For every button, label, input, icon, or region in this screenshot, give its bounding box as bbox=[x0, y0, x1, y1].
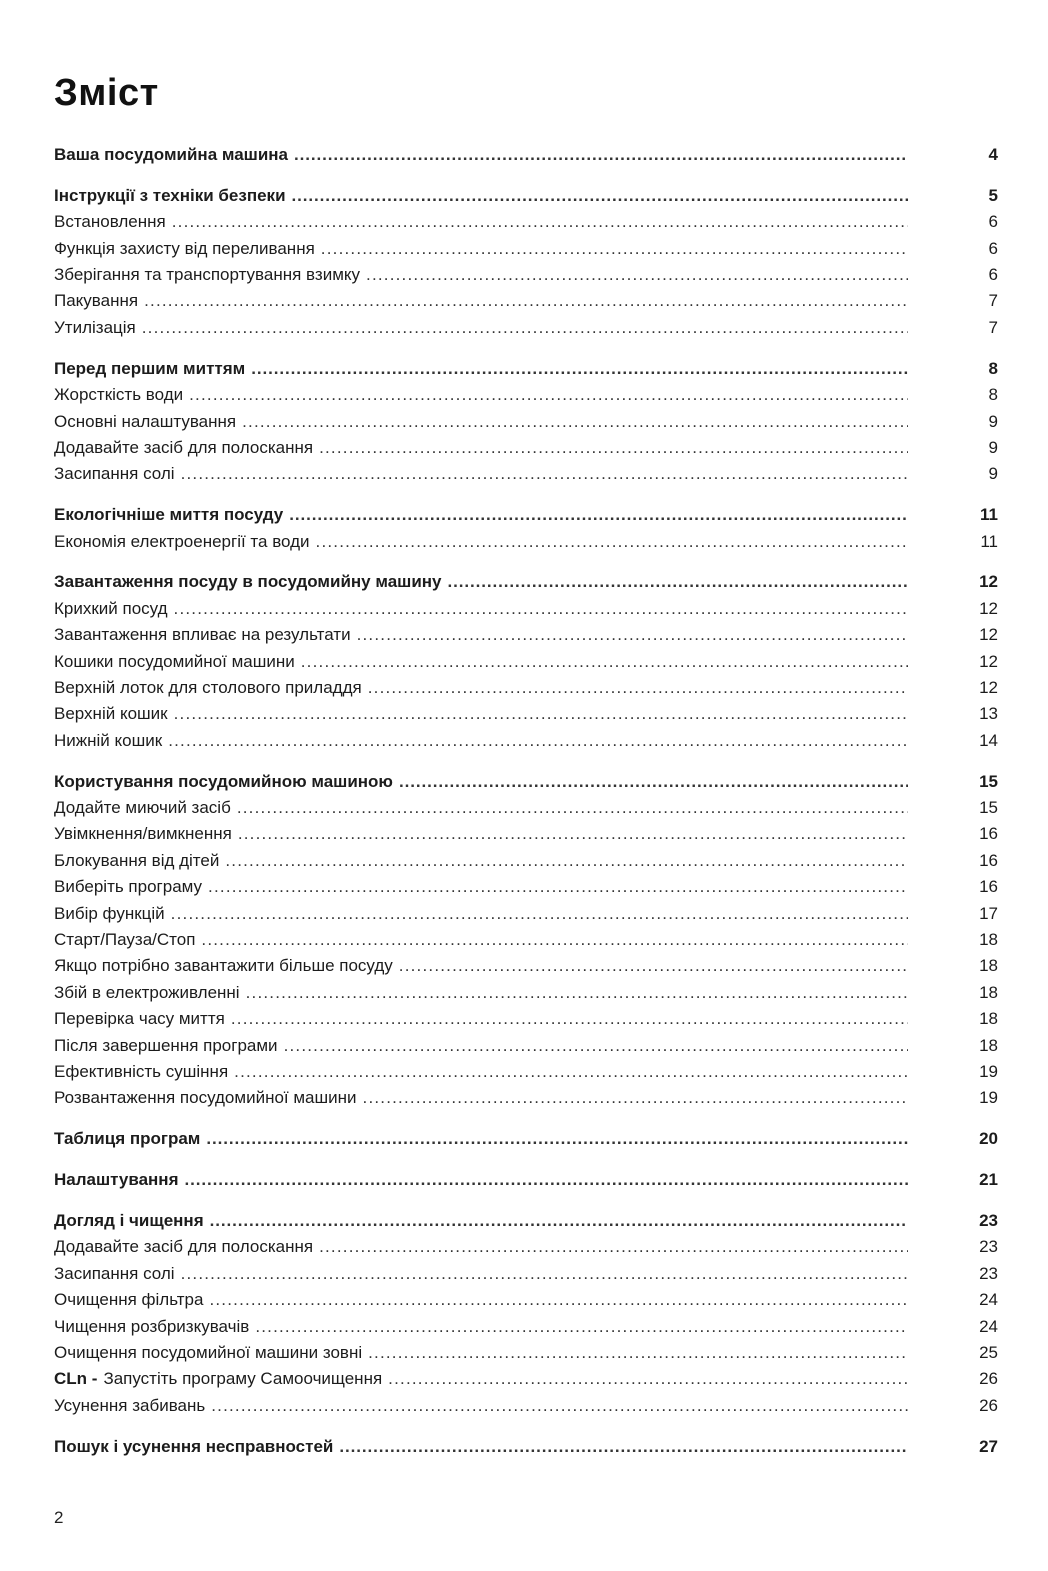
toc-entry-label: Екологічніше миття посуду bbox=[54, 505, 284, 525]
dot-leader bbox=[339, 1434, 908, 1460]
toc-page-number: 23 bbox=[979, 1263, 998, 1283]
toc-section-entry[interactable] bbox=[54, 1126, 998, 1152]
dot-leader bbox=[181, 1261, 908, 1287]
toc-entry-label: Після завершення програми bbox=[54, 1035, 278, 1055]
toc-entry-label: Інструкції з техніки безпеки bbox=[54, 185, 286, 205]
dot-leader bbox=[172, 209, 908, 235]
toc-page-number: 12 bbox=[979, 625, 998, 645]
dot-leader bbox=[231, 1006, 908, 1032]
toc-page-number: 5 bbox=[988, 185, 998, 205]
toc-page-number: 24 bbox=[979, 1316, 998, 1336]
toc-entry-title bbox=[54, 953, 393, 979]
toc-entry[interactable] bbox=[54, 1287, 998, 1313]
toc-section-entry[interactable] bbox=[54, 142, 998, 168]
toc-page-number: 27 bbox=[979, 1436, 998, 1456]
toc-entry[interactable] bbox=[54, 409, 998, 435]
toc-entry-label: Пакування bbox=[54, 291, 139, 311]
toc-page-number: 12 bbox=[979, 572, 998, 592]
toc-entry-label: Усунення забивань bbox=[54, 1395, 206, 1415]
toc-page-number: 13 bbox=[979, 704, 998, 724]
toc-entry[interactable] bbox=[54, 927, 998, 953]
toc-page-number: 9 bbox=[988, 464, 998, 484]
toc-section-entry[interactable] bbox=[54, 1167, 998, 1193]
toc-page-number: 19 bbox=[979, 1062, 998, 1081]
toc-entry-title bbox=[54, 382, 183, 408]
dot-leader bbox=[171, 901, 908, 927]
toc-page-number: 12 bbox=[979, 678, 998, 698]
toc-entry-title bbox=[54, 1033, 278, 1059]
toc-page-number: 9 bbox=[988, 411, 998, 431]
toc-entry-label: Блокування від дітей bbox=[54, 850, 220, 870]
toc-entry-title bbox=[54, 529, 310, 555]
dot-leader bbox=[366, 262, 908, 288]
toc-page-number: 18 bbox=[979, 982, 998, 1002]
dot-leader bbox=[234, 1059, 908, 1085]
toc-entry-label: Якщо потрібно завантажити більше посуду bbox=[54, 956, 393, 976]
toc-entry-label: Завантаження впливає на результати bbox=[54, 625, 351, 645]
dot-leader bbox=[210, 1208, 908, 1234]
toc-entry-label: Збій в електроживленні bbox=[54, 982, 240, 1002]
toc-page-number: 9 bbox=[988, 437, 998, 457]
dot-leader bbox=[368, 675, 908, 701]
dot-leader bbox=[294, 142, 908, 168]
toc-entry[interactable] bbox=[54, 675, 998, 701]
toc-entry-prefix: CLn - bbox=[54, 1369, 98, 1389]
toc-entry[interactable] bbox=[54, 980, 998, 1006]
toc-section-title bbox=[54, 183, 286, 209]
toc-page-number: 12 bbox=[979, 651, 998, 671]
toc-entry-title bbox=[54, 622, 351, 648]
dot-leader bbox=[174, 596, 908, 622]
toc-page-number: 11 bbox=[980, 505, 998, 525]
toc-entry-label: Увімкнення/вимкнення bbox=[54, 824, 232, 844]
dot-leader bbox=[242, 409, 908, 435]
toc-entry-title bbox=[54, 288, 138, 314]
toc-section-title bbox=[54, 1208, 204, 1234]
toc-entry-label: Завантаження посуду в посудомийну машину bbox=[54, 572, 442, 592]
toc-entry-title bbox=[54, 1085, 357, 1111]
toc-entry-label: Верхній кошик bbox=[54, 704, 168, 724]
toc-entry-title bbox=[54, 262, 360, 288]
toc-entry[interactable] bbox=[54, 795, 998, 821]
toc-entry-label: Додавайте засіб для полоскання bbox=[54, 1237, 314, 1257]
toc-entry-label: Засипання солі bbox=[54, 1263, 175, 1283]
toc-section-title bbox=[54, 356, 245, 382]
toc-section-entry[interactable] bbox=[54, 569, 998, 595]
toc-section-title bbox=[54, 502, 283, 528]
toc-section-entry[interactable] bbox=[54, 356, 998, 382]
toc-entry-title bbox=[54, 1340, 362, 1366]
dot-leader bbox=[399, 953, 908, 979]
toc-entry-title bbox=[54, 821, 232, 847]
toc-page-number: 18 bbox=[979, 1009, 998, 1029]
toc-entry-title bbox=[54, 596, 168, 622]
toc-entry-title bbox=[54, 848, 219, 874]
table-of-contents bbox=[54, 142, 998, 1460]
dot-leader bbox=[284, 1033, 908, 1059]
toc-entry-label: Додайте миючий засіб bbox=[54, 798, 231, 818]
toc-entry-title bbox=[54, 209, 166, 235]
toc-entry-label: Розвантаження посудомийної машини bbox=[54, 1088, 357, 1108]
toc-entry[interactable] bbox=[54, 901, 998, 927]
dot-leader bbox=[292, 183, 908, 209]
toc-entry[interactable] bbox=[54, 1033, 998, 1059]
toc-entry[interactable] bbox=[54, 529, 998, 555]
toc-page-number: 18 bbox=[979, 956, 998, 976]
toc-page-number: 18 bbox=[979, 930, 998, 950]
dot-leader bbox=[237, 795, 908, 821]
toc-entry-title bbox=[54, 409, 236, 435]
toc-entry-title bbox=[54, 1006, 225, 1032]
dot-leader bbox=[209, 1287, 908, 1313]
toc-section-title bbox=[54, 769, 393, 795]
toc-entry-title bbox=[54, 728, 162, 754]
toc-entry[interactable] bbox=[54, 1261, 998, 1287]
toc-entry[interactable] bbox=[54, 1340, 998, 1366]
dot-leader bbox=[388, 1366, 908, 1392]
toc-entry-title bbox=[54, 1234, 313, 1260]
toc-page-number: 26 bbox=[979, 1369, 998, 1389]
toc-section-title bbox=[54, 142, 288, 168]
toc-page-number: 15 bbox=[979, 771, 998, 791]
toc-page-number: 16 bbox=[979, 877, 998, 897]
toc-entry-label: Перевірка часу миття bbox=[54, 1009, 225, 1029]
page-number: 2 bbox=[54, 1508, 64, 1527]
toc-entry-label: Додавайте засіб для полоскання bbox=[54, 437, 314, 457]
dot-leader bbox=[181, 461, 908, 487]
dot-leader bbox=[208, 874, 908, 900]
toc-page-number: 16 bbox=[979, 824, 998, 844]
toc-page-number: 23 bbox=[979, 1237, 998, 1257]
toc-section-entry[interactable] bbox=[54, 502, 998, 528]
toc-entry-label: Очищення посудомийної машини зовні bbox=[54, 1343, 363, 1363]
toc-entry[interactable] bbox=[54, 262, 998, 288]
toc-entry[interactable] bbox=[54, 848, 998, 874]
toc-page-number: 7 bbox=[988, 317, 998, 337]
toc-entry-title bbox=[54, 435, 313, 461]
toc-entry[interactable] bbox=[54, 1393, 998, 1419]
toc-entry-label: Запустіть програму Самоочищення bbox=[103, 1369, 383, 1389]
toc-page-number: 4 bbox=[988, 145, 998, 164]
toc-entry-label: Таблиця програм bbox=[54, 1129, 201, 1149]
dot-leader bbox=[251, 356, 908, 382]
toc-page-number: 18 bbox=[979, 1035, 998, 1055]
dot-leader bbox=[144, 288, 908, 314]
dot-leader bbox=[321, 236, 908, 262]
dot-leader bbox=[168, 728, 908, 754]
toc-entry-label: Очищення фільтра bbox=[54, 1290, 204, 1310]
dot-leader bbox=[201, 927, 908, 953]
toc-entry[interactable] bbox=[54, 953, 998, 979]
page-title: Зміст bbox=[54, 72, 159, 114]
dot-leader bbox=[225, 848, 908, 874]
toc-entry-title bbox=[54, 795, 231, 821]
toc-page-number: 15 bbox=[979, 798, 998, 818]
toc-page-number: 24 bbox=[979, 1290, 998, 1310]
toc-entry-label: Жорсткість води bbox=[54, 385, 184, 405]
dot-leader bbox=[174, 701, 908, 727]
toc-entry-label: Утилізація bbox=[54, 317, 136, 337]
toc-section-title bbox=[54, 1126, 200, 1152]
toc-page-number: 20 bbox=[979, 1129, 998, 1149]
dot-leader bbox=[316, 529, 908, 555]
toc-entry-label: Функція захисту від переливання bbox=[54, 238, 315, 258]
toc-entry-label: Засипання солі bbox=[54, 464, 175, 484]
dot-leader bbox=[319, 1234, 908, 1260]
dot-leader bbox=[142, 315, 908, 341]
toc-entry-label: Догляд і чищення bbox=[54, 1211, 204, 1231]
toc-entry[interactable] bbox=[54, 1006, 998, 1032]
toc-entry[interactable] bbox=[54, 1234, 998, 1260]
dot-leader bbox=[189, 382, 908, 408]
dot-leader bbox=[357, 622, 908, 648]
toc-entry-title bbox=[54, 927, 195, 953]
toc-entry-label: Користування посудомийною машиною bbox=[54, 771, 393, 791]
dot-leader bbox=[255, 1314, 908, 1340]
dot-leader bbox=[399, 769, 908, 795]
toc-entry[interactable] bbox=[54, 649, 998, 675]
toc-page-number: 26 bbox=[979, 1395, 998, 1415]
toc-entry-title bbox=[54, 1393, 205, 1419]
toc-entry[interactable] bbox=[54, 435, 998, 461]
toc-entry-label: Вибір функцій bbox=[54, 903, 165, 923]
toc-section-title bbox=[54, 569, 442, 595]
toc-entry[interactable] bbox=[54, 596, 998, 622]
toc-entry-label: Кошики посудомийної машини bbox=[54, 651, 295, 671]
toc-entry-title bbox=[54, 1366, 382, 1392]
toc-entry-title bbox=[54, 980, 240, 1006]
toc-entry-label: Перед першим миттям bbox=[54, 358, 246, 378]
toc-page-number: 8 bbox=[988, 385, 998, 405]
toc-entry[interactable] bbox=[54, 209, 998, 235]
toc-entry-label: Ефективність сушіння bbox=[54, 1062, 229, 1081]
toc-entry-title bbox=[54, 461, 175, 487]
toc-entry-label: Ваша посудомийна машина bbox=[54, 145, 289, 164]
toc-entry[interactable] bbox=[54, 1085, 998, 1111]
toc-entry-title bbox=[54, 701, 168, 727]
dot-leader bbox=[185, 1167, 909, 1193]
dot-leader bbox=[289, 502, 908, 528]
toc-section-entry[interactable] bbox=[54, 1208, 998, 1234]
toc-page-number: 16 bbox=[979, 850, 998, 870]
toc-entry[interactable] bbox=[54, 461, 998, 487]
toc-section-entry[interactable] bbox=[54, 769, 998, 795]
toc-entry-label: Виберіть програму bbox=[54, 877, 203, 897]
toc-entry-title bbox=[54, 1314, 249, 1340]
toc-entry-title bbox=[54, 874, 202, 900]
toc-page-number: 6 bbox=[988, 265, 998, 285]
toc-page-number: 12 bbox=[979, 598, 998, 618]
dot-leader bbox=[246, 980, 908, 1006]
toc-page-number: 23 bbox=[979, 1211, 998, 1231]
dot-leader bbox=[363, 1085, 908, 1111]
toc-page-number: 17 bbox=[979, 903, 998, 923]
toc-entry[interactable] bbox=[54, 728, 998, 754]
toc-entry[interactable] bbox=[54, 382, 998, 408]
toc-entry[interactable] bbox=[54, 1059, 998, 1085]
toc-entry-label: Крихкий посуд bbox=[54, 598, 168, 618]
toc-section-entry[interactable] bbox=[54, 183, 998, 209]
toc-section-title bbox=[54, 1167, 179, 1193]
toc-entry-title bbox=[54, 1059, 228, 1085]
toc-entry-label: Налаштування bbox=[54, 1170, 179, 1190]
dot-leader bbox=[206, 1126, 908, 1152]
toc-entry-title bbox=[54, 649, 295, 675]
dot-leader bbox=[368, 1340, 908, 1366]
toc-entry-label: Встановлення bbox=[54, 212, 166, 232]
toc-entry-title bbox=[54, 1287, 203, 1313]
toc-entry[interactable] bbox=[54, 821, 998, 847]
toc-page-number: 6 bbox=[988, 238, 998, 258]
toc-page-number: 14 bbox=[979, 730, 998, 750]
toc-entry[interactable] bbox=[54, 288, 998, 314]
toc-entry-label: Старт/Пауза/Стоп bbox=[54, 930, 196, 950]
toc-entry-label: Зберігання та транспортування взимку bbox=[54, 265, 361, 285]
toc-entry-label: Верхній лоток для столового приладдя bbox=[54, 678, 362, 698]
toc-entry-title bbox=[54, 315, 136, 341]
dot-leader bbox=[211, 1393, 908, 1419]
dot-leader bbox=[301, 649, 908, 675]
toc-entry-label: Нижній кошик bbox=[54, 730, 163, 750]
toc-page-number: 7 bbox=[988, 291, 998, 311]
toc-entry-title bbox=[54, 236, 315, 262]
toc-entry-title bbox=[54, 675, 362, 701]
toc-page-number: 11 bbox=[980, 531, 998, 551]
dot-leader bbox=[319, 435, 908, 461]
toc-section-title bbox=[54, 1434, 333, 1460]
toc-entry-label: Пошук і усунення несправностей bbox=[54, 1436, 334, 1456]
toc-entry[interactable] bbox=[54, 622, 998, 648]
toc-page-number: 19 bbox=[979, 1088, 998, 1108]
toc-entry-title bbox=[54, 901, 165, 927]
toc-page-number: 21 bbox=[979, 1170, 998, 1190]
toc-entry-label: Основні налаштування bbox=[54, 411, 237, 431]
toc-entry-title bbox=[54, 1261, 175, 1287]
toc-entry[interactable] bbox=[54, 701, 998, 727]
toc-entry[interactable] bbox=[54, 236, 998, 262]
dot-leader bbox=[238, 821, 908, 847]
toc-page-number: 25 bbox=[979, 1343, 998, 1363]
toc-entry[interactable] bbox=[54, 315, 998, 341]
toc-entry-label: Чищення розбризкувачів bbox=[54, 1316, 250, 1336]
toc-section-entry[interactable] bbox=[54, 1434, 998, 1460]
dot-leader bbox=[448, 569, 909, 595]
toc-entry[interactable] bbox=[54, 1366, 998, 1392]
toc-entry[interactable] bbox=[54, 1314, 998, 1340]
toc-entry[interactable] bbox=[54, 874, 998, 900]
toc-entry-label: Економія електроенергії та води bbox=[54, 531, 310, 551]
toc-page-number: 6 bbox=[988, 212, 998, 232]
toc-page-number: 8 bbox=[988, 358, 998, 378]
